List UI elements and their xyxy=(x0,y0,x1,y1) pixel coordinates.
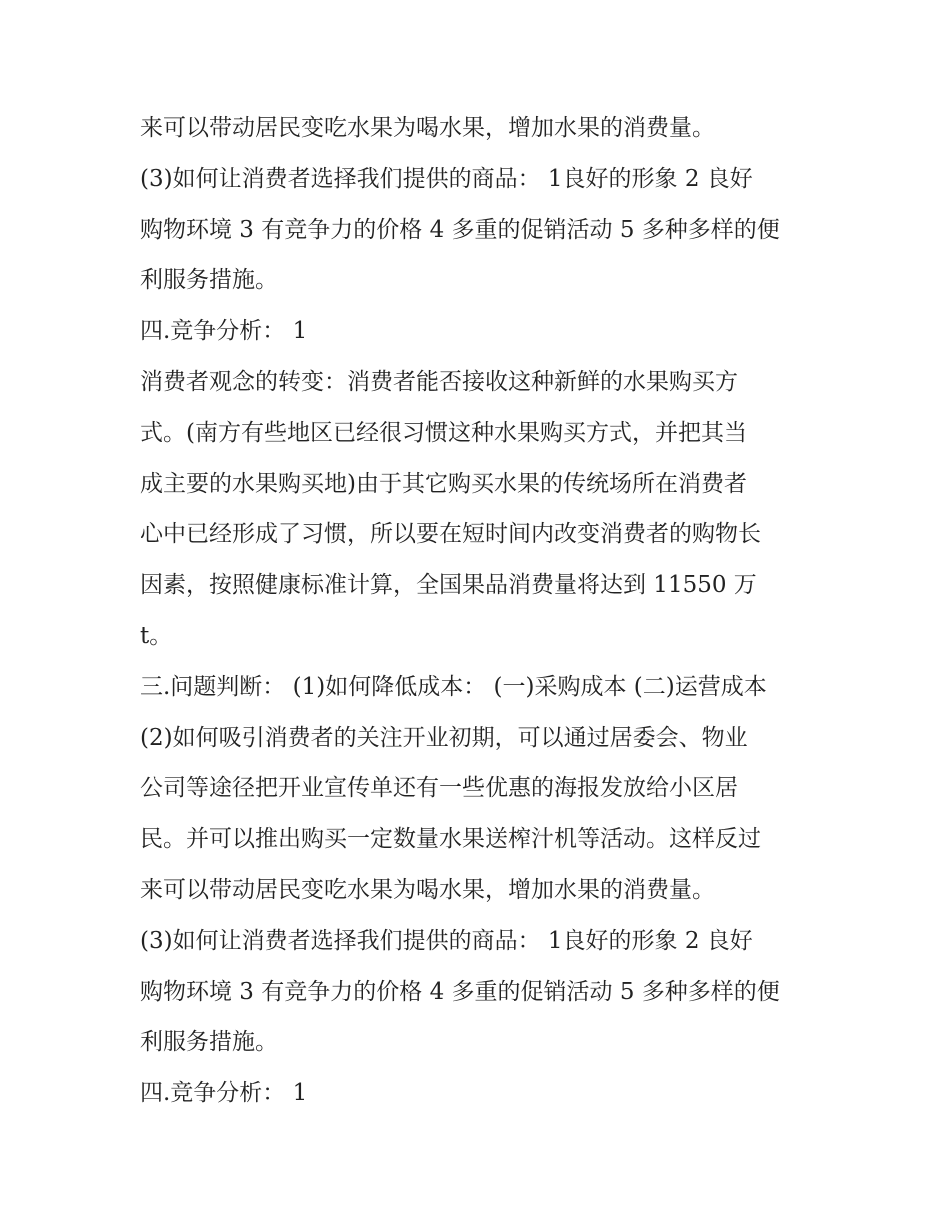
text-line: 成主要的水果购买地)由于其它购买水果的传统场所在消费者 xyxy=(140,470,747,497)
text-line: t。 xyxy=(140,622,173,649)
text-line: 利服务措施。 xyxy=(140,267,278,294)
text-line: 来可以带动居民变吃水果为喝水果，增加水果的消费量。 xyxy=(140,115,715,141)
text-line: 因素，按照健康标准计算，全国果品消费量将达到 11550 万 xyxy=(140,572,757,599)
text-line: (2)如何吸引消费者的关注开业初期，可以通过居委会、物业 xyxy=(140,724,748,751)
text-line: 购物环境 3 有竞争力的价格 4 多重的促销活动 5 多种多样的便 xyxy=(140,216,780,243)
text-line: 利服务措施。 xyxy=(140,1029,278,1056)
section-heading: 三.问题判断： (1)如何降低成本： (一)采购成本 (二)运营成本 xyxy=(140,673,767,700)
section-heading: 四.竞争分析： 1 xyxy=(140,1080,308,1107)
document-body xyxy=(140,103,820,1119)
text-line: 式。(南方有些地区已经很习惯这种水果购买方式，并把其当 xyxy=(140,419,747,446)
text-line: 公司等途径把开业宣传单还有一些优惠的海报发放给小区居 xyxy=(140,775,738,802)
text-line: (3)如何让消费者选择我们提供的商品： 1良好的形象 2 良好 xyxy=(140,927,753,954)
text-line: 购物环境 3 有竞争力的价格 4 多重的促销活动 5 多种多样的便 xyxy=(140,978,780,1005)
text-line: 消费者观念的转变：消费者能否接收这种新鲜的水果购买方 xyxy=(140,368,738,395)
text-line: (3)如何让消费者选择我们提供的商品： 1良好的形象 2 良好 xyxy=(140,165,753,192)
section-heading: 四.竞争分析： 1 xyxy=(140,318,308,345)
text-line: 心中已经形成了习惯，所以要在短时间内改变消费者的购物长 xyxy=(140,521,761,548)
text-line: 民。并可以推出购买一定数量水果送榨汁机等活动。这样反过 xyxy=(140,826,761,853)
text-line: 来可以带动居民变吃水果为喝水果，增加水果的消费量。 xyxy=(140,876,715,903)
